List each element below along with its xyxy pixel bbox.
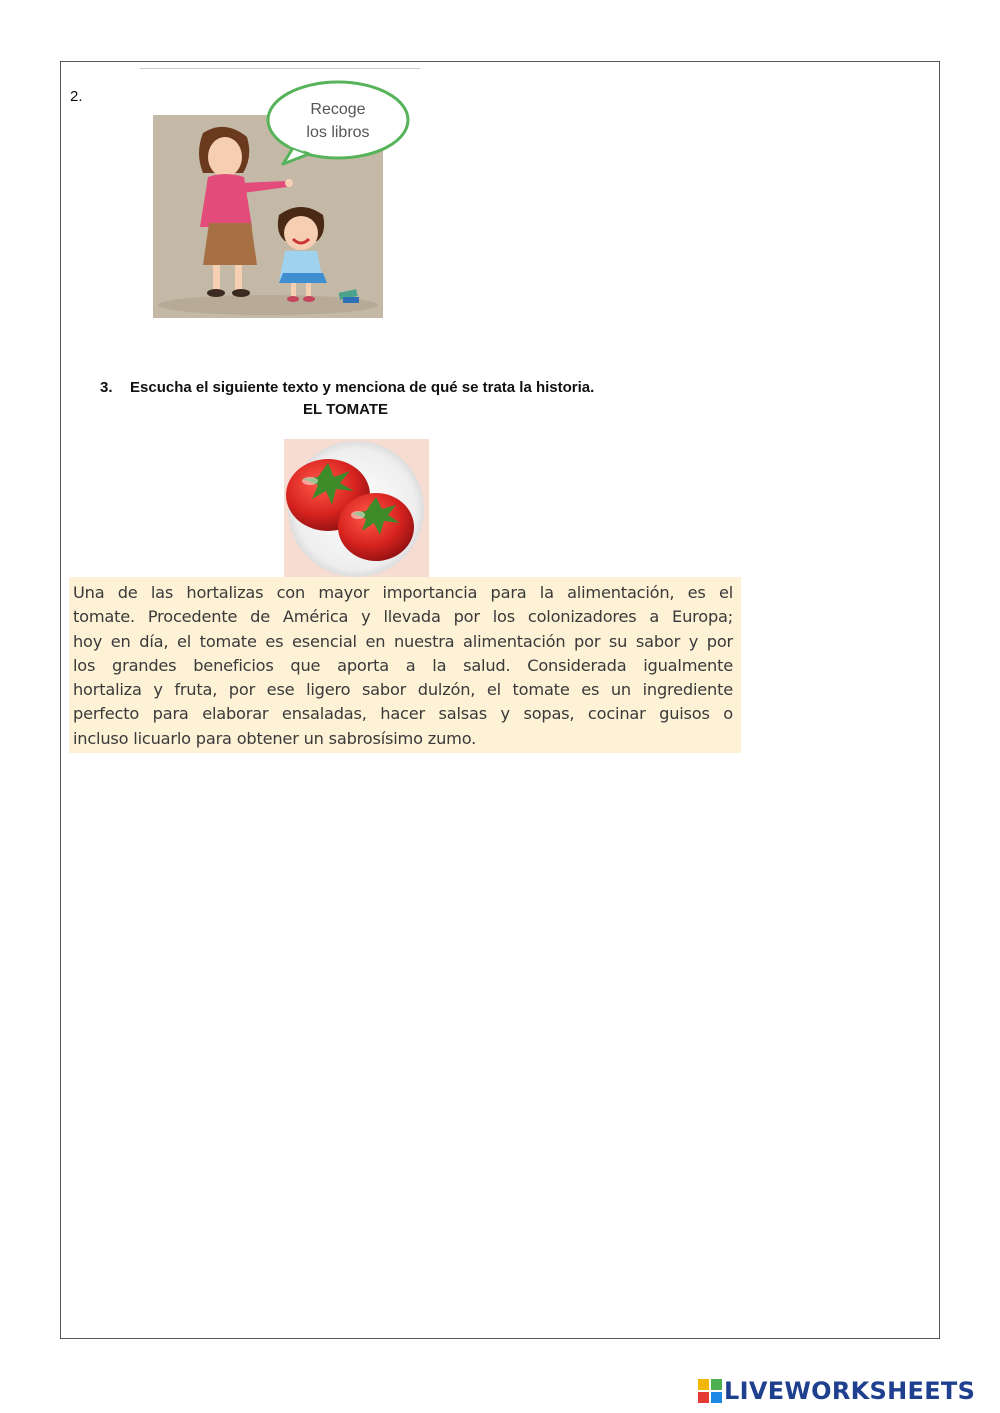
- story-line: perfecto para elaborar ensaladas, hacer salsas y sopas, cocinar guisos o: [73, 704, 733, 724]
- story-line: Una de las hortalizas con mayor importancia para la alimentación, es el: [73, 583, 733, 602]
- story-line: los grandes beneficios que aporta a la salud. Considerada igualmente: [73, 655, 733, 675]
- question-number: 3.: [100, 379, 113, 396]
- divider: [140, 68, 420, 69]
- story-line: tomate. Procedente de América y llevada por los colonizadores a Europa;: [73, 607, 733, 627]
- speech-bubble-line-1: Recoge: [310, 101, 366, 118]
- question-text: Escucha el siguiente texto y menciona de qué se trata la historia.: [130, 379, 595, 396]
- tomato-illustration: [284, 439, 429, 578]
- story-line: hortaliza y fruta, por ese ligero sabor dulzón, el tomate es un ingrediente: [73, 680, 733, 700]
- liveworksheets-logo-icon: [698, 1379, 722, 1403]
- story-title: EL TOMATE: [303, 401, 389, 418]
- story-text-box: [69, 577, 741, 753]
- brand-name: LIVEWORKSHEETS: [724, 1377, 976, 1405]
- speech-bubble-text: [283, 98, 393, 144]
- item-number: 2.: [70, 88, 83, 105]
- speech-bubble-line-2: los libros: [306, 124, 370, 141]
- story-line: incluso licuarlo para obtener un sabrosísimo zumo.: [73, 728, 477, 748]
- liveworksheets-brand[interactable]: [698, 1377, 975, 1405]
- story-line: hoy en día, el tomate es esencial en nuestra alimentación por su sabor y por: [73, 631, 733, 651]
- question-3: [100, 379, 594, 396]
